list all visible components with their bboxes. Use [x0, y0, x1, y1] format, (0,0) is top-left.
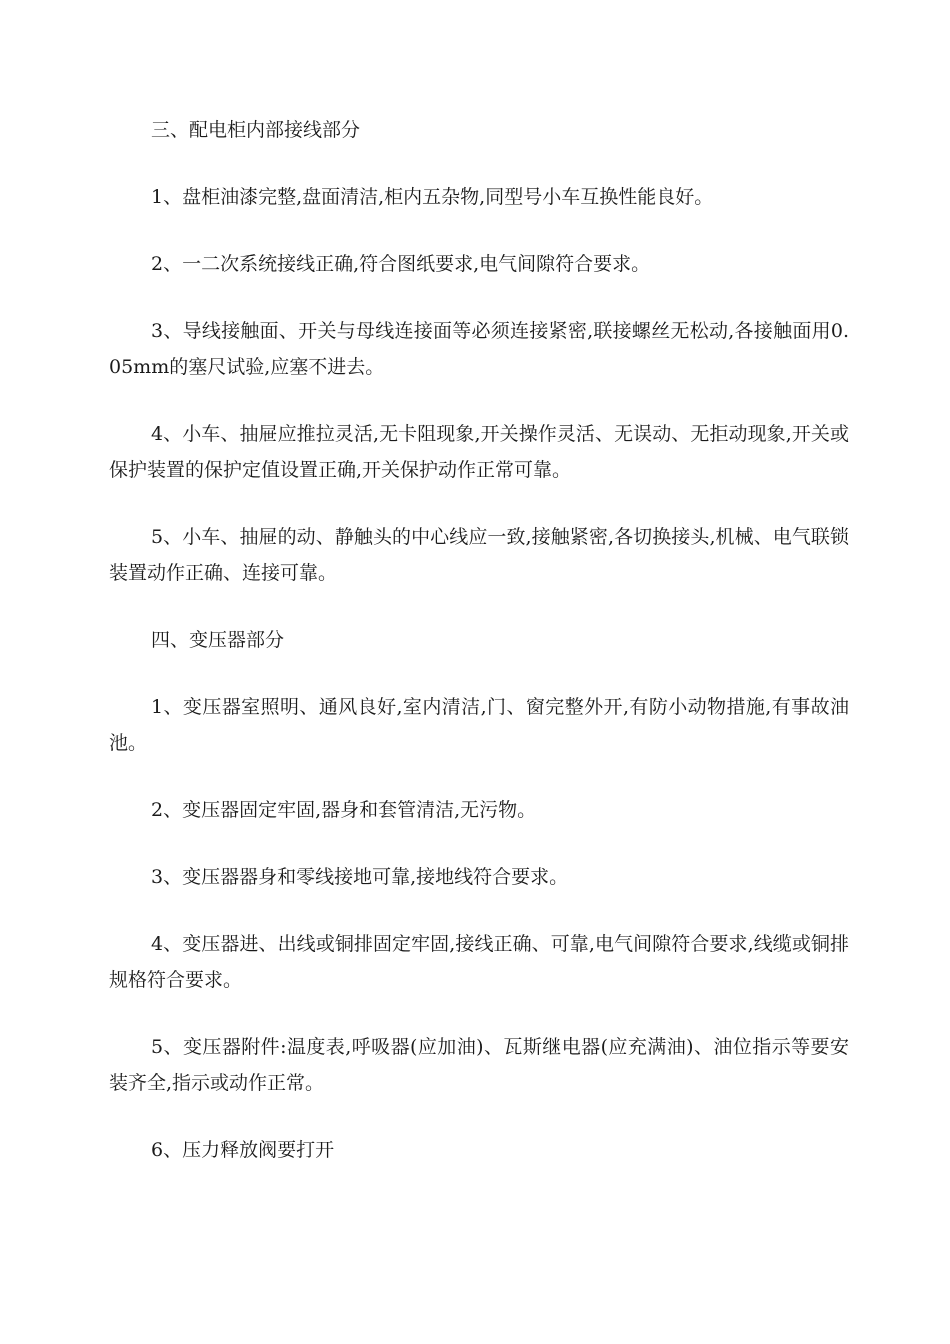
paragraph-transformer-6: 6、压力释放阀要打开: [151, 1139, 335, 1161]
document-body: [109, 112, 849, 1199]
paragraph-switchgear-3: 3、导线接触面、开关与母线连接面等必须连接紧密,联接螺丝无松动,各接触面用0.05mm的塞尺试验,应塞不进去。: [109, 320, 849, 378]
paragraph-switchgear-5: 5、小车、抽屉的动、静触头的中心线应一致,接触紧密,各切换接头,机械、电气联锁装置动作正确、连接可靠。: [109, 526, 849, 584]
paragraph-switchgear-1: 1、盘柜油漆完整,盘面清洁,柜内五杂物,同型号小车互换性能良好。: [151, 186, 714, 208]
section-heading-transformer: 四、变压器部分: [151, 629, 285, 651]
paragraph-transformer-5: 5、变压器附件:温度表,呼吸器(应加油)、瓦斯继电器(应充满油)、油位指示等要安装齐全,指示或动作正常。: [109, 1036, 849, 1094]
paragraph-switchgear-4: 4、小车、抽屉应推拉灵活,无卡阻现象,开关操作灵活、无误动、无拒动现象,开关或保护装置的保护定值设置正确,开关保护动作正常可靠。: [109, 423, 849, 481]
section-heading-switchgear-wiring: 三、配电柜内部接线部分: [151, 119, 361, 141]
paragraph-transformer-4: 4、变压器进、出线或铜排固定牢固,接线正确、可靠,电气间隙符合要求,线缆或铜排规格符合要求。: [109, 933, 849, 991]
paragraph-switchgear-2: 2、一二次系统接线正确,符合图纸要求,电气间隙符合要求。: [151, 253, 651, 275]
paragraph-transformer-2: 2、变压器固定牢固,器身和套管清洁,无污物。: [151, 799, 537, 821]
paragraph-transformer-3: 3、变压器器身和零线接地可靠,接地线符合要求。: [151, 866, 569, 888]
paragraph-transformer-1: 1、变压器室照明、通风良好,室内清洁,门、窗完整外开,有防小动物措施,有事故油池。: [109, 696, 849, 754]
